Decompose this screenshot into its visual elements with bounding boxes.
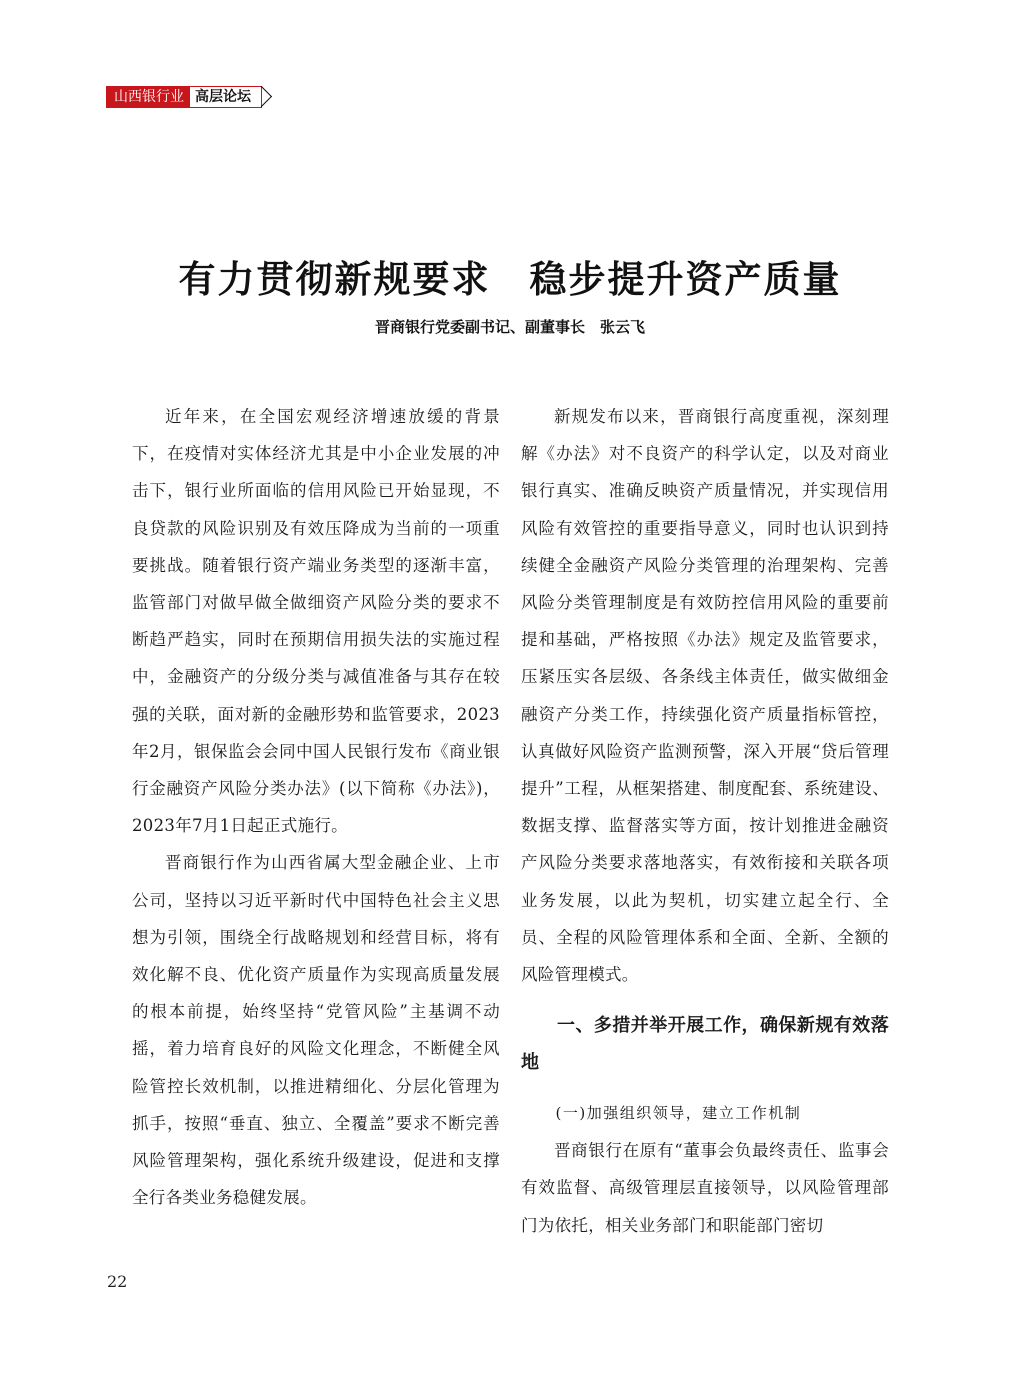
section-tag-primary: 山西银行业 — [110, 86, 190, 108]
body-paragraph: 晋商银行作为山西省属大型金融企业、上市公司，坚持以习近平新时代中国特色社会主义思想为引领，围绕全行战略规划和经营目标，将有效化解不良、优化资产质量作为实现高质量发展的根本前提，始终坚持“党管风险”主基调不动摇，着力培育良好的风险文化理念，不断健全风险管控长效机制，以推进精细化、分层化管理为抓手，按照“垂直、独立、全覆盖”要求不断完善风险管理架构，强化系统升级建设，促进和支撑全行各类业务稳健发展。 — [132, 853, 500, 1208]
body-paragraph: 近年来，在全国宏观经济增速放缓的背景下，在疫情对实体经济尤其是中小企业发展的冲击下，银行业所面临的信用风险已开始显现，不良贷款的风险识别及有效压降成为当前的一项重要挑战。随着银行资产端业务类型的逐渐丰富，监管部门对做早做全做细资产风险分类的要求不断趋严趋实，同时在预期信用损失法的实施过程中，金融资产的分级分类与减值准备与其存在较强的关联，面对新的金融形势和监管要求，2023年2月，银保监会会同中国人民银行发布《商业银行金融资产风险分类办法》(以下简称《办法》)，2023年7月1日起正式施行。 — [132, 407, 500, 836]
article-title: 有力贯彻新规要求 稳步提升资产质量 — [178, 256, 842, 301]
subsection-heading: (一)加强组织领导，建立工作机制 — [555, 1104, 802, 1123]
section-tag — [106, 86, 262, 108]
section-heading: 一、多措并举开展工作，确保新规有效落地 — [521, 1015, 889, 1074]
body-paragraph: 晋商银行在原有“董事会负最终责任、监事会有效监督、高级管理层直接领导，以风险管理部门为依托，相关业务部门和职能部门密切 — [521, 1141, 889, 1235]
article-byline: 晋商银行党委副书记、副董事长 张云飞 — [374, 318, 645, 336]
right-column — [521, 398, 889, 1244]
section-tag-secondary: 高层论坛 — [190, 86, 262, 108]
left-column — [132, 398, 500, 1216]
page-number: 22 — [107, 1272, 128, 1291]
body-paragraph: 新规发布以来，晋商银行高度重视，深刻理解《办法》对不良资产的科学认定，以及对商业银行真实、准确反映资产质量情况，并实现信用风险有效管控的重要指导意义，同时也认识到持续健全金融资产风险分类管理的治理架构、完善风险分类管理制度是有效防控信用风险的重要前提和基础，严格按照《办法》规定及监管要求，压紧压实各层级、各条线主体责任，做实做细金融资产分类工作，持续强化资产质量指标管控，认真做好风险资产监测预警，深入开展“贷后管理提升”工程，从框架搭建、制度配套、系统建设、数据支撑、监督落实等方面，按计划推进金融资产风险分类要求落地落实，有效衔接和关联各项业务发展，以此为契机，切实建立起全行、全员、全程的风险管理体系和全面、全新、全额的风险管理模式。 — [521, 407, 889, 985]
